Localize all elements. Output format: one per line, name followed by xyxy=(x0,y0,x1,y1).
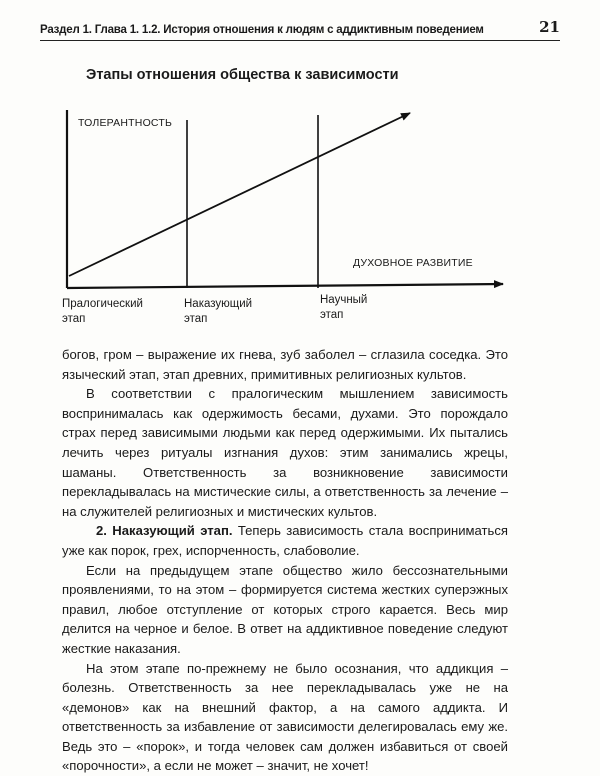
paragraph: богов, гром – выражение их гнева, зуб заболел – сглазила соседка. Это языческий этап, этап древних, примитивных религиозных культов. xyxy=(62,345,508,384)
figure-title: Этапы отношения общества к зависимости xyxy=(86,67,399,83)
list-item-text: Теперь зависимость стала восприниматься уже как порок, грех, испорченность, слабоволие. xyxy=(62,523,508,558)
stage-label-line: Научный xyxy=(320,293,367,308)
stage-label-line: этап xyxy=(320,308,367,323)
paragraph: Если на предыдущем этапе общество жило бессознательными проявлениями, то на этом – формируется система жестких суперэжных правил, любое отступление от которых строго карается. Весь мир делится на черное и белое. В ответ на аддиктивное поведение следуют жесткие наказания. xyxy=(62,561,508,659)
y-axis-label: ТОЛЕРАНТНОСТЬ xyxy=(78,117,172,129)
paragraph: В соответствии с пралогическим мышлением зависимость воспринималась как одержимость бесами, духами. Это порождало страх перед зависимыми людьми как перед одержимыми. Их пытались лечить через ритуалы изгнания духов: этим занимались жрецы, шаманы. Ответственность за возникновение зависимости перекладывалась на мистические силы, а ответственность за лечение – на служителей религиозных и мистических культов. xyxy=(62,384,508,521)
stage-label-line: этап xyxy=(184,312,252,327)
list-item-heading: 2. Наказующий этап. xyxy=(96,523,233,538)
tolerance-trend-line xyxy=(69,113,410,276)
stage-label-scientific xyxy=(320,293,367,323)
stage-label-prelogical xyxy=(62,297,143,327)
stage-label-line: Пралогический xyxy=(62,297,143,312)
list-item xyxy=(62,521,508,560)
stage-label-punitive xyxy=(184,297,252,327)
paragraph: На этом этапе по-прежнему не было осознания, что аддикция – болезнь. Ответственность за нее перекладывалась уже не на «демонов» как на внешний фактор, а на самого аддикта. И ответственность за избавление от зависимости делегировалась ему же. Ведь это – «порок», и тогда человек сам должен избавиться от своей «порочности», а если не может – значит, не хочет! xyxy=(62,659,508,776)
page-number: 21 xyxy=(539,18,560,36)
running-title: Раздел 1. Глава 1. 1.2. История отношения к людям с аддиктивным поведением xyxy=(40,24,484,36)
body-text xyxy=(62,345,508,776)
stage-label-line: этап xyxy=(62,312,143,327)
x-axis-label: ДУХОВНОЕ РАЗВИТИЕ xyxy=(353,257,473,269)
x-axis xyxy=(67,284,503,288)
stage-label-line: Наказующий xyxy=(184,297,252,312)
